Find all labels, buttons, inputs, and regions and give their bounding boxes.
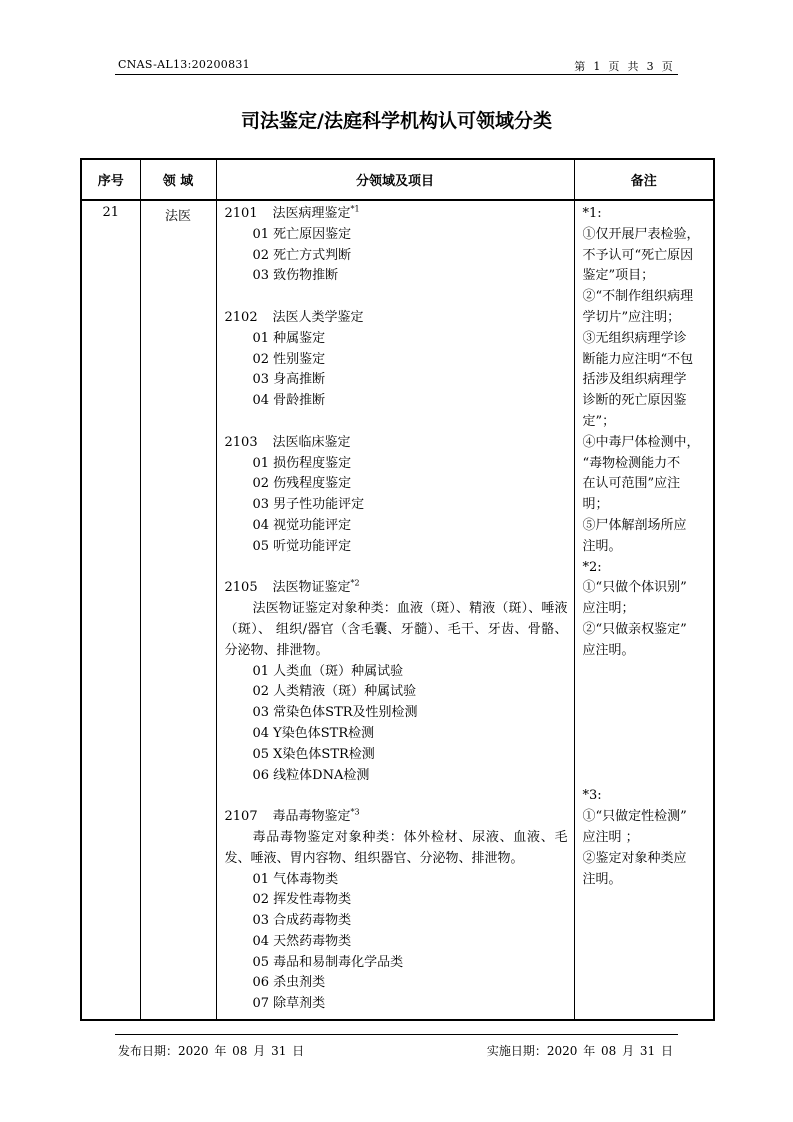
subdomain-item: 03 身高推断 [252,372,326,388]
subdomain-item: 05 听觉功能评定 [252,538,352,554]
row-number: 21 [81,200,140,1020]
note-line: ①仅开展尸表检验， [582,226,700,242]
subdomain-code: 2101 [224,206,258,221]
subdomain-item: 06 线粒体DNA检测 [252,767,370,783]
subdomain-title [225,578,568,599]
subdomain-item: 05 毒品和易制毒化学品类 [252,954,404,970]
header-subdomain: 分领域及项目 [216,159,574,200]
block-spacer [225,287,568,308]
note-line: 定”； [582,413,616,429]
classification-table [80,158,715,1021]
note-spacer [583,745,708,766]
note-marker: *1 [350,204,360,214]
subdomain-name: 法医病理鉴定 [272,206,351,221]
subdomain-item: 06 杀虫剂类 [252,975,326,991]
note-line: *3: [582,788,602,804]
note-line: 断能力应注明“不包 [582,351,694,367]
note-line: 不予认可“死亡原因 [582,247,694,263]
header-no: 序号 [81,159,140,200]
subdomain-item: 01 损伤程度鉴定 [252,455,352,471]
notes-cell [574,200,714,1020]
subdomain-item: 04 天然药毒物类 [252,933,352,949]
note-line: ③无组织病理学诊 [582,330,687,346]
note-spacer [583,662,708,683]
note-line: ②“不制作组织病理 [582,289,694,305]
subdomain-code: 2107 [224,809,258,825]
note-line: ②鉴定对象种类应 [582,850,687,866]
note-line: 明； [582,497,609,513]
subdomain-item: 02 性别鉴定 [252,351,326,367]
subdomain-title [225,433,568,454]
subdomain-item: 05 X染色体STR检测 [252,746,375,762]
subdomain-item: 02 人类精液（斑）种属试验 [252,684,417,700]
note-marker: *2 [350,579,360,589]
note-line: 应注明。 [582,642,635,658]
subdomain-code: 2103 [224,434,258,450]
table-row [81,200,714,1020]
note-line: 诊断的死亡原因鉴 [582,393,687,409]
row-domain: 法医 [140,200,216,1020]
subdomain-item: 03 合成药毒物类 [252,913,352,929]
table-header-row [81,159,714,200]
note-spacer [583,724,708,745]
header-notes: 备注 [574,159,714,200]
subdomain-title [225,807,568,828]
note-line: ④中毒尸体检测中， [582,434,700,450]
subdomain-description: 法医物证鉴定对象种类：血液（斑）、精液（斑）、唾液（斑）、 组织/器官（含毛囊、牙髓）、毛干、牙齿、骨骼、分泌物、排泄物。 [224,601,568,658]
note-marker: *3 [350,807,360,817]
note-line: 应注明； [582,601,635,617]
block-spacer [225,412,568,433]
header-domain: 领 域 [140,159,216,200]
note-line: 注明。 [582,871,622,887]
note-block [583,786,708,890]
note-line: 注明。 [582,538,622,554]
subdomain-name: 法医人类学鉴定 [272,309,364,325]
note-spacer [583,766,708,787]
note-line: 在认可范围”应注 [582,476,681,492]
subdomain-name: 毒品毒物鉴定 [272,809,351,825]
subdomain-item: 07 除草剂类 [252,996,326,1012]
subdomain-item: 01 气体毒物类 [252,871,339,887]
subdomain-item: 01 种属鉴定 [252,330,326,346]
subdomain-item: 03 常染色体STR及性别检测 [252,705,418,721]
subdomain-item: 02 死亡方式判断 [252,247,352,263]
subdomain-item: 03 男子性功能评定 [252,497,365,513]
subdomain-item: 01 人类血（斑）种属试验 [252,663,404,679]
subdomain-item: 02 挥发性毒物类 [252,892,352,908]
subdomain-item: 04 骨龄推断 [252,393,326,409]
note-line: *2: [582,559,602,575]
issue-date: 发布日期：2020 年 08 月 31 日 [118,1044,305,1058]
subdomain-item: 04 Y染色体STR检测 [252,725,375,741]
footer-rule [115,1034,678,1035]
note-block [583,558,708,662]
note-line: 学切片”应注明； [582,309,681,325]
subdomain-name: 法医临床鉴定 [272,434,351,450]
note-line: ①“只做定性检测” [582,809,687,825]
note-line: 括涉及组织病理学 [582,372,687,388]
block-spacer [225,786,568,807]
subdomain-name: 法医物证鉴定 [272,580,351,596]
subdomain-item: 02 伤残程度鉴定 [252,476,352,492]
page-info: 第 1 页 共 3 页 [574,60,673,73]
note-line: ②“只做亲权鉴定” [582,621,687,637]
note-line: *1: [582,206,602,221]
header-rule [115,74,678,75]
note-line: 鉴定”项目； [582,268,655,284]
subdomain-title [225,308,568,329]
note-line: ①“只做个体识别” [582,580,687,596]
subdomain-item: 04 视觉功能评定 [252,517,352,533]
subdomain-item: 03 致伤物推断 [252,268,339,284]
subdomain-description: 毒品毒物鉴定对象种类：体外检材、尿液、血液、毛发、唾液、胃内容物、组织器官、分泌物、排泄物。 [224,829,568,866]
subdomain-code: 2105 [224,580,258,596]
note-spacer [583,682,708,703]
note-line: 应注明 ； [582,829,639,845]
subdomain-code: 2102 [224,309,258,325]
subdomain-title [225,204,568,225]
note-line: ⑤尸体解剖场所应 [582,517,687,533]
note-block [583,204,708,558]
subdomain-cell [216,200,574,1020]
block-spacer [225,558,568,579]
effective-date: 实施日期：2020 年 08 月 31 日 [486,1044,673,1058]
page-title: 司法鉴定/法庭科学机构认可领域分类 [241,110,552,132]
note-spacer [583,703,708,724]
subdomain-item: 01 死亡原因鉴定 [252,226,352,242]
document-code: CNAS-AL13:20200831 [118,58,250,71]
note-line: “毒物检测能力不 [582,455,681,471]
